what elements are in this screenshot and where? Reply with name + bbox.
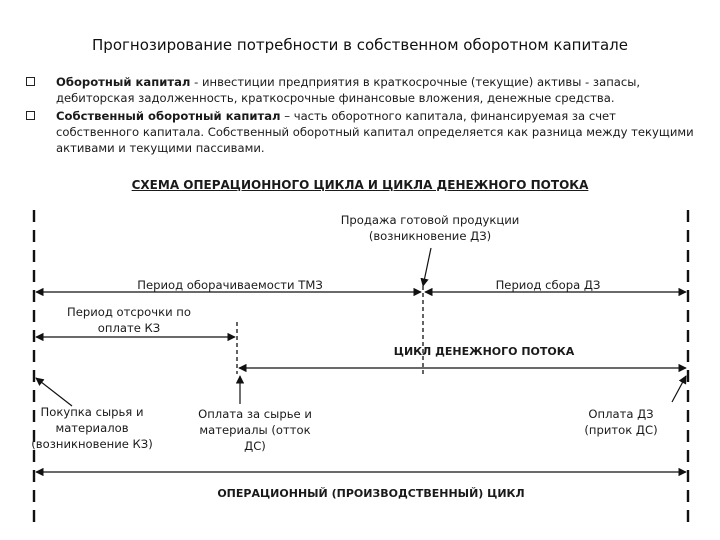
inventory-period-label: Период оборачиваемости ТМЗ [137,278,323,292]
receivables-period-label: Период сбора ДЗ [495,278,601,292]
definition-text: – часть оборотного капитала, финансируемая за счет собственного капитала. Собственный оборотный капитал определяется как разница между текущими активами и текущими пассивами. [56,109,694,155]
definition-term: Собственный оборотный капитал [56,109,281,123]
payment-label: Оплата за сырье и материалы (отток ДС) [198,407,312,453]
receivables-payment-label: Оплата ДЗ (приток ДС) [584,407,658,437]
cash-cycle-label: ЦИКЛ ДЕНЕЖНОГО ПОТОКА [393,345,575,358]
receivables-pointer-arrow [672,376,686,402]
sale-label: Продажа готовой продукции (возникновение ДЗ) [340,213,520,243]
definition-text: - инвестиции предприятия в краткосрочные (текущие) активы - запасы, дебиторская задолженность, краткосрочные финансовые вложения, денежные средства. [56,75,641,105]
page-title: Прогнозирование потребности в собственном оборотном капитале [92,36,628,54]
scheme-title: СХЕМА ОПЕРАЦИОННОГО ЦИКЛА И ЦИКЛА ДЕНЕЖНОГО ПОТОКА [131,178,589,192]
payables-period-label: Период отсрочки по оплате КЗ [67,305,191,335]
purchase-label: Покупка сырья и материалов (возникновение КЗ) [31,405,153,451]
sale-pointer-arrow [423,248,431,286]
definition-term: Оборотный капитал [56,75,191,89]
operating-cycle-label: ОПЕРАЦИОННЫЙ (ПРОИЗВОДСТВЕННЫЙ) ЦИКЛ [217,487,525,500]
purchase-pointer-arrow [36,378,72,406]
